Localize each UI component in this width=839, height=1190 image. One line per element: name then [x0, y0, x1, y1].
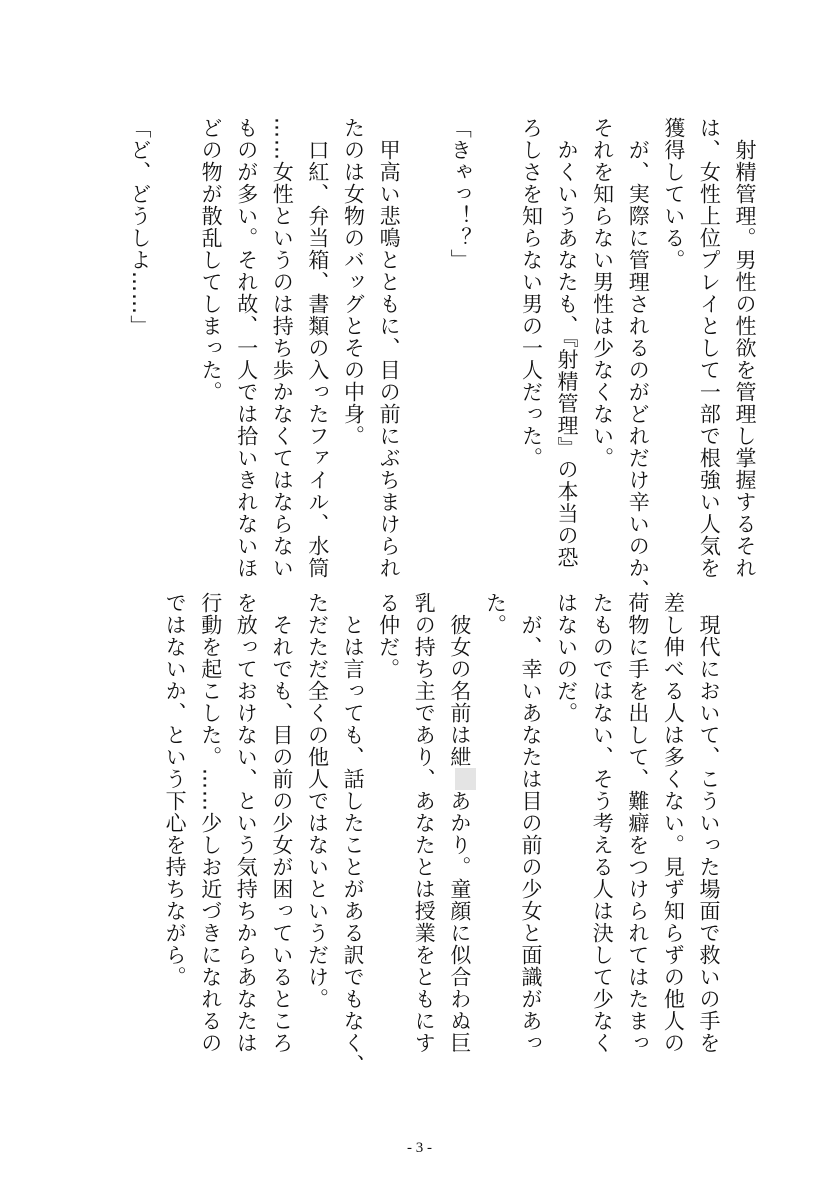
text-line: が、実際に管理されるのがどれだけ辛いのか、: [626, 117, 651, 601]
name-text-before: 彼女の名前は紲: [447, 592, 472, 768]
text-line: を放っておけない、という気持ちからあなたは: [234, 592, 259, 1054]
text-line: ただただ全くの他人ではないというだけ。: [305, 592, 330, 1010]
text-line: 甲高い悲鳴とともに、目の前にぶちまけられ: [377, 117, 402, 579]
text-line: 「ど、どうしよ……」: [127, 117, 152, 337]
redaction-box: [455, 768, 476, 790]
text-line: [157, 117, 193, 567]
text-line: 射精管理。男性の性欲を管理し掌握するそれ: [733, 117, 757, 579]
text-line: ではないか、という下心を持ちながら。: [163, 592, 188, 988]
top-text-block: [121, 117, 762, 601]
text-line: かくいうあなたも、『射精管理』の本当の恐: [555, 117, 580, 569]
name-text-after: あかり。童顔に似合わぬ巨: [447, 790, 472, 1054]
text-line: ……女性というのは持ち歩かなくてはならない: [270, 117, 295, 579]
text-line: る仲だ。: [376, 592, 401, 680]
text-line: 乳の持ち主であり、あなたとは授業をともにす: [412, 592, 437, 1054]
text-line: 口紅、弁当箱、書類の入ったファイル、水筒: [305, 117, 330, 579]
text-line: どの物が散乱してしまった。: [199, 117, 224, 403]
text-line: が、幸いあなたは目の前の少女と面識があっ: [519, 592, 544, 1054]
text-line: 獲得している。: [661, 117, 686, 271]
text-line: たものではない、そう考える人は決して少なく: [590, 592, 615, 1054]
text-line: ろしさを知らない男の一人だった。: [519, 117, 544, 469]
text-line: 「きゃっ！？」: [448, 117, 473, 271]
text-line: [441, 592, 477, 1054]
text-line: はないのだ。: [554, 592, 579, 724]
bottom-text-block: [157, 592, 727, 1076]
page-number: - 3 -: [407, 1140, 432, 1156]
text-line: ものが多い。それ故、一人では拾いきれないほ: [234, 117, 259, 579]
text-line: 行動を起こした。……少しお近づきになれるの: [198, 592, 223, 1054]
text-line: 荷物に手を出して、難癖をつけられてはたまっ: [625, 592, 650, 1054]
text-line: それでも、目の前の少女が困っているところ: [269, 592, 294, 1054]
text-line: [406, 117, 442, 567]
text-line: たのは女物のバッグとその中身。: [341, 117, 366, 447]
text-line: 差し伸べる人は多くない。見ず知らずの他人の: [661, 592, 686, 1054]
text-line: は、女性上位プレイとして一部で根強い人気を: [697, 117, 722, 579]
text-line: それを知らない男性は少なくない。: [590, 117, 615, 469]
text-line: た。: [483, 592, 508, 636]
text-line: [477, 117, 513, 567]
text-line: 現代において、こういった場面で救いの手を: [697, 592, 721, 1054]
text-line: とは言っても、話したことがある訳でもなく、: [341, 592, 366, 1076]
